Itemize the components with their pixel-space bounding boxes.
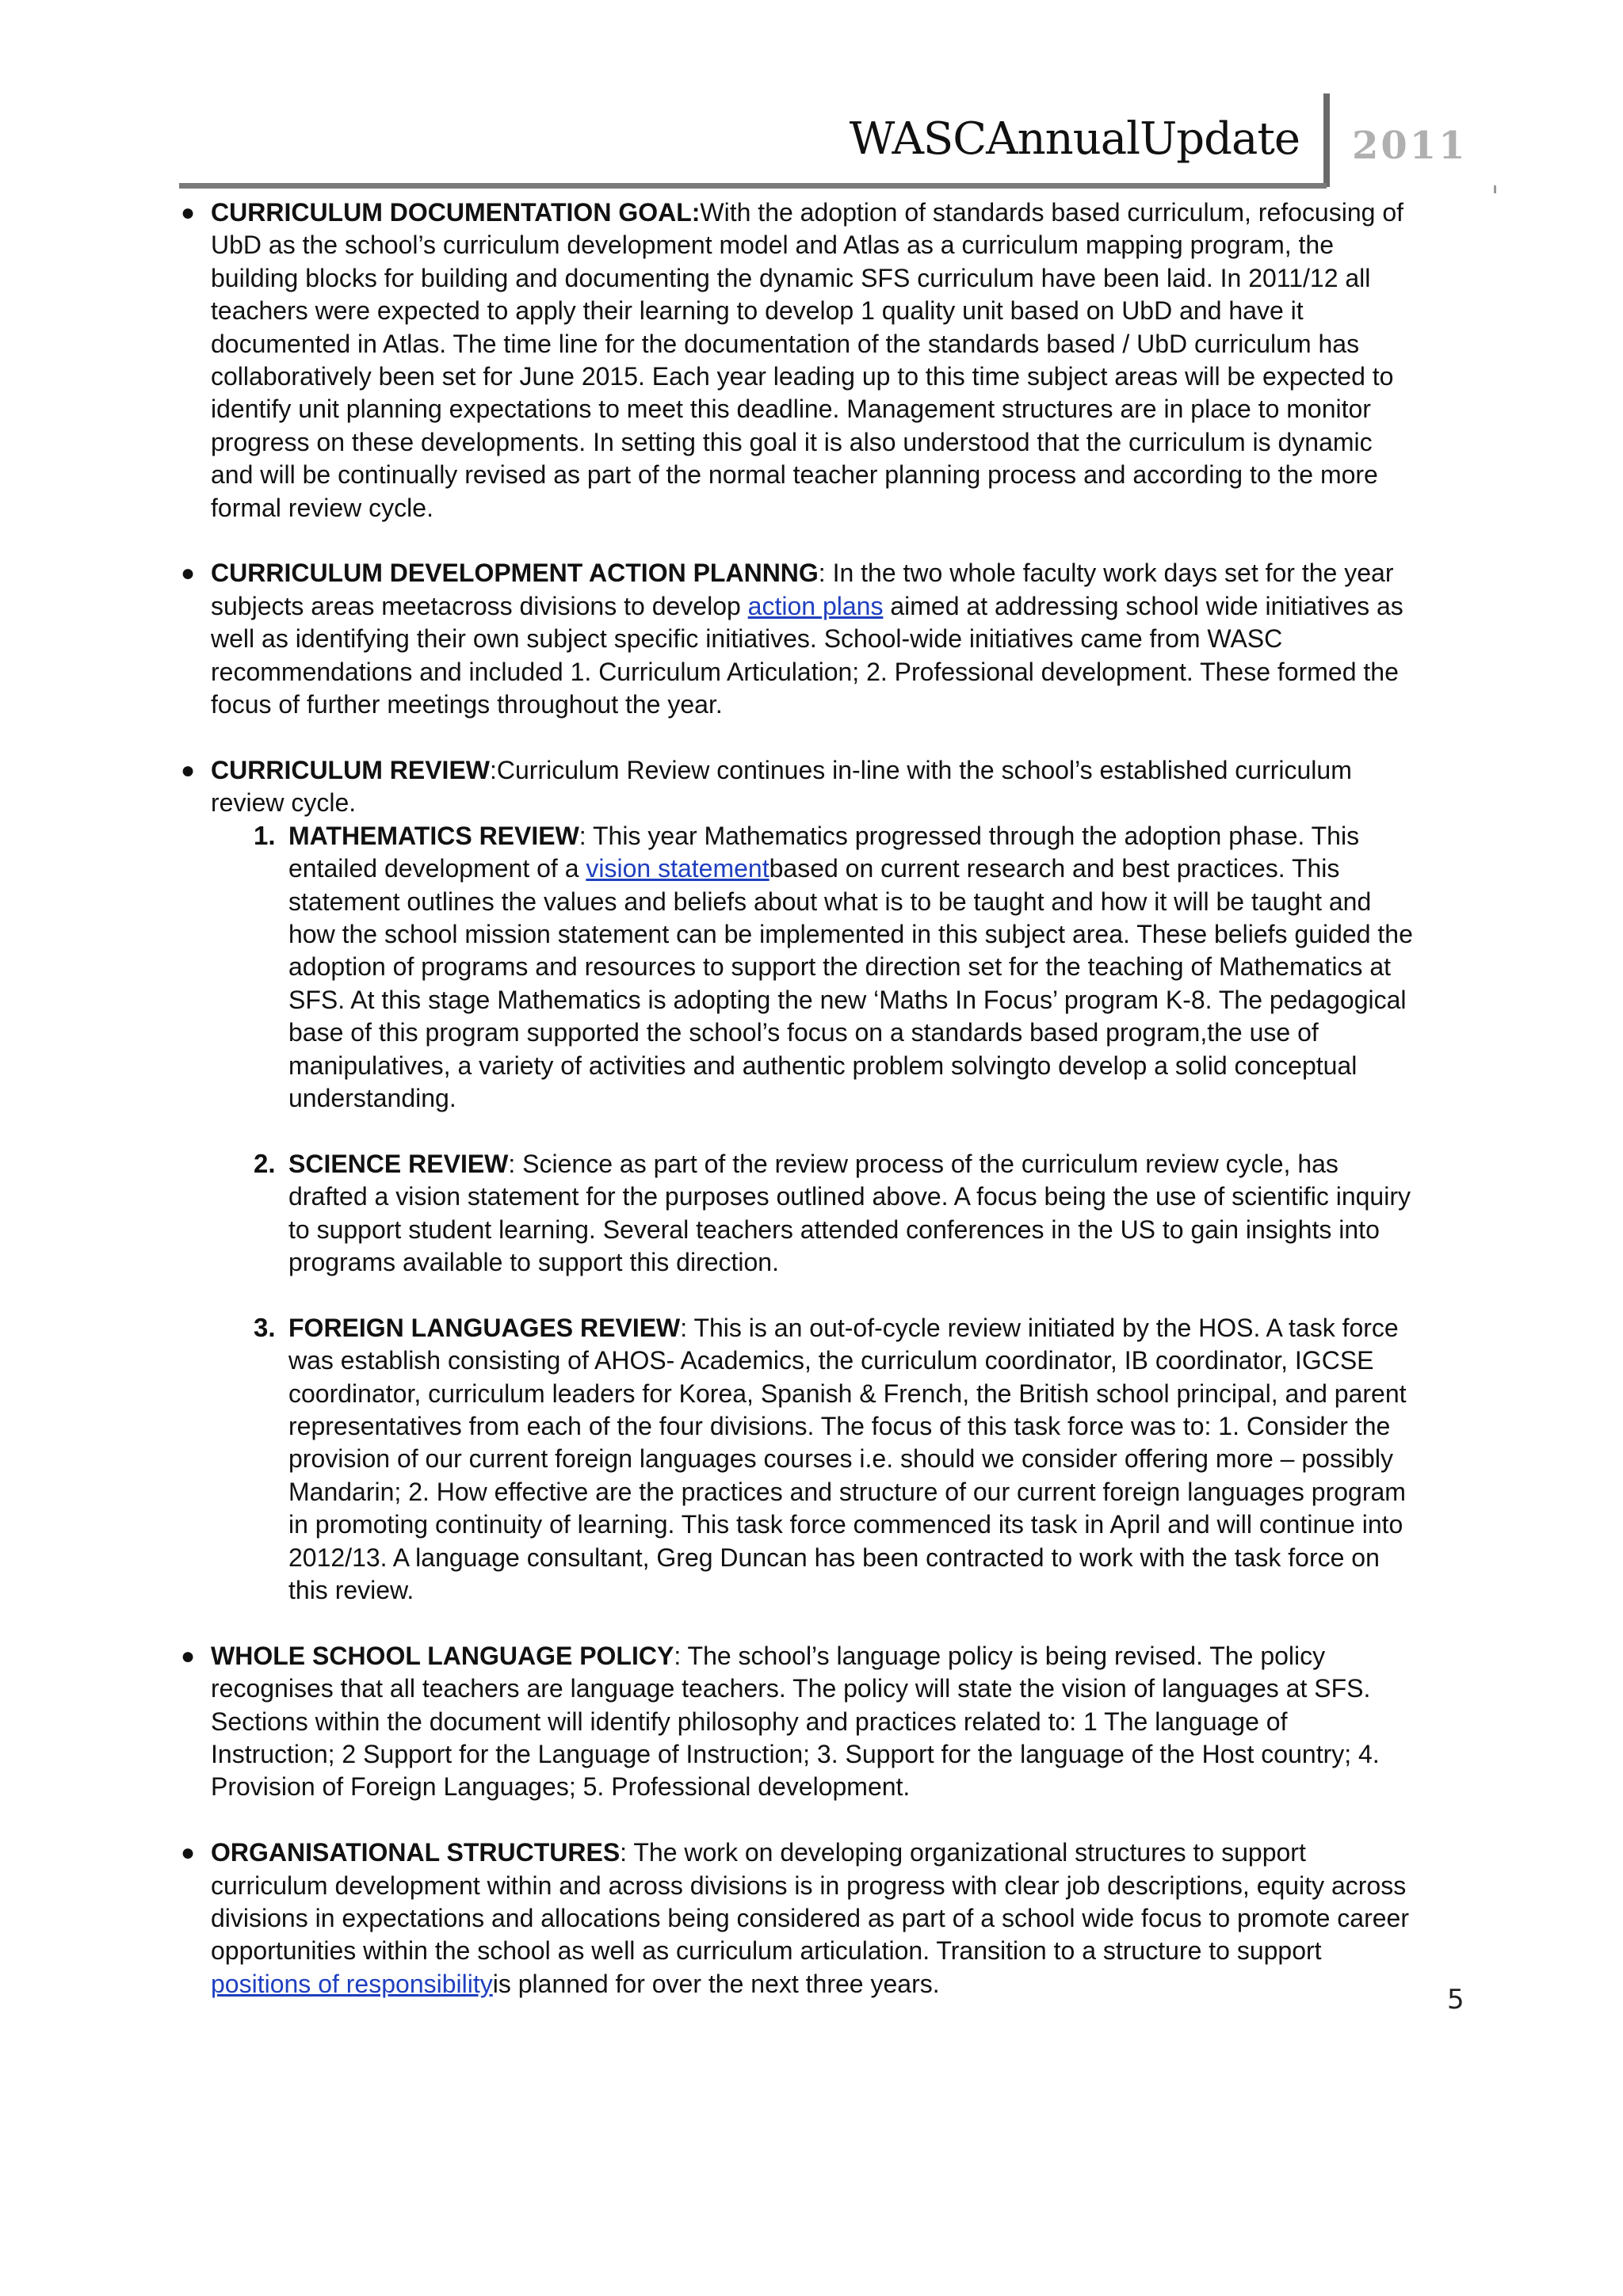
bullet-curriculum-documentation	[181, 196, 1415, 524]
paragraph	[211, 754, 1415, 820]
bullet-language-policy	[181, 1640, 1415, 1804]
positions-of-responsibility-link[interactable]: positions of responsibility	[211, 1969, 493, 1998]
review-science	[254, 1148, 1415, 1280]
bullet-dot-icon: ●	[181, 757, 196, 784]
paragraph	[211, 1836, 1415, 2000]
item-text: : In the two whole faculty work days set for the year subjects areas meetacross divisions to develop	[211, 559, 1394, 620]
action-plans-link[interactable]: action plans	[747, 591, 884, 620]
item-text: :Curriculum Review continues in-line with the school’s established curriculum review cycle.	[211, 755, 1352, 818]
bullet-dot-icon: ●	[181, 560, 196, 587]
review-mathematics	[254, 820, 1415, 1116]
item-heading: CURRICULUM DEVELOPMENT ACTION PLANNNG	[211, 559, 819, 588]
header-title: WASCAnnualUpdate	[849, 113, 1300, 165]
item-heading: ORGANISATIONAL STRUCTURES	[211, 1838, 621, 1867]
item-heading: CURRICULUM REVIEW	[211, 755, 490, 784]
review-list	[211, 820, 1415, 1608]
page-number: 5	[1447, 1984, 1465, 2016]
item-text: : The school’s language policy is being revised. The policy recognises that all teachers are language teachers. The policy will state the vision of languages at SFS. Sections within the document will identify philosophy and practices related to: 1 The language of Instruction; 2 Support for the Language of Instruction; 3. Support for the language of the Host country; 4. Provision of Foreign Languages; 5. Professional development.	[211, 1641, 1380, 1802]
header-tick	[1494, 185, 1496, 193]
item-text: With the adoption of standards based curriculum, refocusing of UbD as the school’s curriculum development model and Atlas as a curriculum mapping program, the building blocks for building and documenting the dynamic SFS curriculum have been laid. In 2011/12 all teachers were expected to apply their learning to develop 1 quality unit based on UbD and have it documented in Atlas. The time line for the documentation of the standards based / UbD curriculum has collaboratively been set for June 2015. Each year leading up to this time subject areas will be expected to identify unit planning expectations to meet this deadline. Management structures are in place to monitor progress on these developments. In setting this goal it is also understood that the curriculum is dynamic and will be continually revised as part of the normal teacher planning process and according to the more formal review cycle.	[211, 198, 1403, 522]
item-heading: WHOLE SCHOOL LANGUAGE POLICY	[211, 1641, 674, 1670]
bullet-dot-icon: ●	[181, 1840, 196, 1867]
header-divider	[1323, 93, 1330, 187]
review-heading: FOREIGN LANGUAGES REVIEW	[288, 1313, 681, 1342]
bullet-curriculum-review	[181, 754, 1415, 1608]
bullet-curriculum-development	[181, 557, 1415, 721]
paragraph	[211, 557, 1415, 721]
review-heading: SCIENCE REVIEW	[288, 1149, 509, 1178]
header-rule	[179, 183, 1327, 189]
item-text: aimed at addressing school wide initiatives as well as identifying their own subject specific initiatives. School-wide initiatives came from WASC recommendations and included 1. Curriculum Articulation; 2. Professional development. These formed the focus of further meetings throughout the year.	[211, 591, 1403, 719]
list-number: 3.	[254, 1312, 276, 1342]
vision-statement-link[interactable]: vision statement	[586, 854, 769, 883]
review-foreign-languages	[254, 1312, 1415, 1608]
review-heading: MATHEMATICS REVIEW	[288, 821, 579, 850]
review-text: based on current research and best practices. This statement outlines the values and beliefs about what is to be taught and how it will be taught and how the school mission statement can be implemented in this subject area. These beliefs guided the adoption of programs and resources to support the direction set for the teaching of Mathematics at SFS. At this stage Mathematics is adopting the new ‘Maths In Focus’ program K-8. The pedagogical base of this program supported the school’s focus on a standards based program,the use of manipulatives, a variety of activities and authentic problem solvingto develop a solid conceptual understanding.	[288, 854, 1413, 1112]
review-text: : Science as part of the review process of the curriculum review cycle, has drafted a vision statement for the purposes outlined above. A focus being the use of scientific inquiry to support student learning. Several teachers attended conferences in the US to gain insights into programs available to support this direction.	[288, 1149, 1411, 1276]
list-number: 2.	[254, 1148, 276, 1178]
item-text: : The work on developing organizational structures to support curriculum development within and across divisions is in progress with clear job descriptions, equity across divisions in expectations and allocations being considered as part of a school wide focus to promote career opportunities within the school as well as curriculum articulation. Transition to a structure to support	[211, 1838, 1409, 1966]
bullet-dot-icon: ●	[181, 1642, 196, 1669]
review-text: : This is an out-of-cycle review initiated by the HOS. A task force was establish consisting of AHOS- Academics, the curriculum coordinator, IB coordinator, IGCSE coordinator, curriculum leaders for Korea, Spanish & French, the British school principal, and parent representatives from each of the four divisions. The focus of this task force was to: 1. Consider the provision of our current foreign languages courses i.e. should we consider offering more – possibly Mandarin; 2. How effective are the practices and structure of our current foreign languages program in promoting continuity of learning. This task force commenced its task in April and will continue into 2012/13. A language consultant, Greg Duncan has been contracted to work with the task force on this review.	[288, 1313, 1407, 1604]
document-body	[181, 196, 1415, 2000]
bullet-organisational-structures	[181, 1836, 1415, 2000]
paragraph	[211, 1640, 1415, 1804]
item-text: is planned for over the next three years.	[492, 1969, 940, 1998]
list-number: 1.	[254, 820, 276, 850]
paragraph	[211, 196, 1415, 524]
header-year: 2011	[1352, 124, 1468, 168]
bullet-dot-icon: ●	[181, 200, 196, 226]
item-heading: CURRICULUM DOCUMENTATION GOAL:	[211, 198, 701, 227]
review-text: : This year Mathematics progressed through the adoption phase. This entailed development of a	[288, 821, 1360, 883]
